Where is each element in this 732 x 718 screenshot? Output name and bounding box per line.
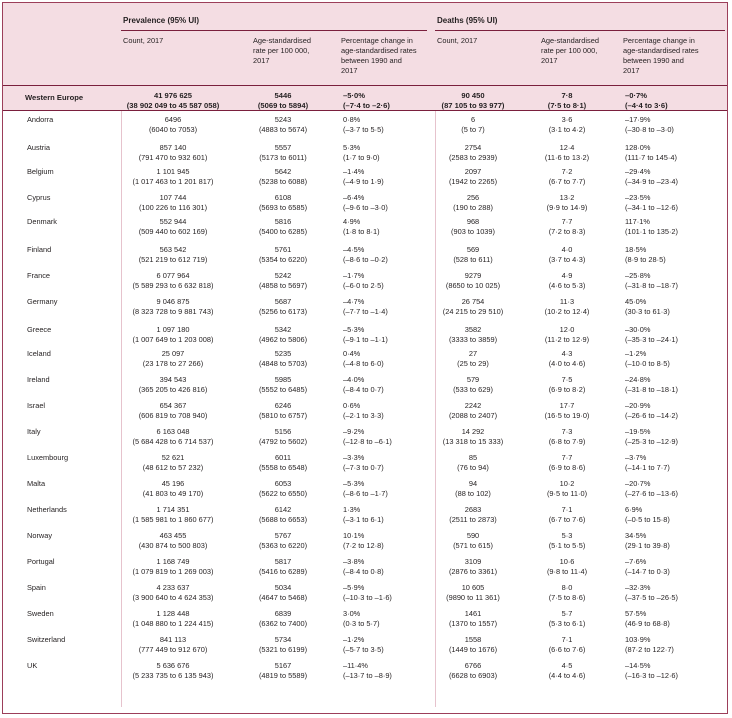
cell-prev-change: 3·0% (0·3 to 5·7) <box>343 609 380 628</box>
cell-death-change: –14·5% (–16·3 to –12·6) <box>625 661 678 680</box>
cell-death-rate: 7·3 (6·8 to 7·9) <box>548 427 586 446</box>
table-row <box>3 609 727 637</box>
cell-prev-count: 563 542 (521 219 to 612 719) <box>138 245 208 264</box>
deaths-divider <box>435 111 436 707</box>
cell-prev-rate: 5167 (4819 to 5589) <box>258 661 308 680</box>
cell-death-rate: 7·7 (7·2 to 8·3) <box>548 217 586 236</box>
table-row <box>3 297 727 325</box>
cell-prev-count: 9 046 875 (8 323 728 to 9 881 743) <box>132 297 214 316</box>
country-name: Italy <box>27 427 41 436</box>
cell-death-change: –23·5% (–34·1 to –12·6) <box>625 193 678 212</box>
cell-prev-count: 841 113 (777 449 to 912 670) <box>138 635 208 654</box>
cell-death-rate: 5·7 (5·3 to 6·1) <box>548 609 586 628</box>
cell-death-change: –24·8% (–31·8 to –18·1) <box>625 375 678 394</box>
cell-death-count: 10 605 (9890 to 11 361) <box>446 583 500 602</box>
cell-death-change: 6·9% (–0·5 to 15·8) <box>625 505 670 524</box>
cell-prev-change: –5·3% (–9·1 to –1·1) <box>343 325 388 344</box>
table-row <box>3 401 727 429</box>
region-prev-change: –5·0% (–7·4 to –2·6) <box>343 91 390 110</box>
col-death-change: Percentage change in age-standardised rates between 1990 and 2017 <box>623 36 699 75</box>
table-row <box>3 115 727 143</box>
country-name: Luxembourg <box>27 453 69 462</box>
cell-death-change: –25·8% (–31·8 to –18·7) <box>625 271 678 290</box>
cell-prev-change: –1·2% (–5·7 to 3·5) <box>343 635 384 654</box>
cell-death-rate: 13·2 (9·9 to 14·9) <box>546 193 588 212</box>
cell-prev-rate: 6053 (5622 to 6550) <box>258 479 308 498</box>
cell-death-change: –3·7% (–14·1 to 7·7) <box>625 453 670 472</box>
cell-death-change: –29·4% (–34·9 to –23·4) <box>625 167 678 186</box>
cell-prev-count: 857 140 (791 470 to 932 601) <box>138 143 208 162</box>
cell-prev-count: 394 543 (365 205 to 426 816) <box>138 375 208 394</box>
cell-prev-change: –9·2% (–12·8 to –6·1) <box>343 427 392 446</box>
cell-death-change: 45·0% (30·3 to 61·3) <box>625 297 670 316</box>
table-row <box>3 453 727 481</box>
cell-prev-rate: 6246 (5810 to 6757) <box>258 401 308 420</box>
country-name: Norway <box>27 531 53 540</box>
cell-death-change: –20·9% (–26·6 to –14·2) <box>625 401 678 420</box>
table-row <box>3 245 727 273</box>
col-prev-change: Percentage change in age-standardised rates between 1990 and 2017 <box>341 36 417 75</box>
country-name: Ireland <box>27 375 50 384</box>
col-death-count: Count, 2017 <box>437 36 478 45</box>
cell-death-count: 579 (533 to 629) <box>453 375 493 394</box>
cell-death-rate: 7·1 (6·7 to 7·6) <box>548 505 586 524</box>
cell-death-rate: 17·7 (16·5 to 19·0) <box>544 401 590 420</box>
cell-prev-rate: 5816 (5400 to 6285) <box>258 217 308 236</box>
cell-prev-change: –4·5% (–8·6 to –0·2) <box>343 245 388 264</box>
cell-prev-change: –6·4% (–9·6 to –3·0) <box>343 193 388 212</box>
cell-death-count: 590 (571 to 615) <box>453 531 493 550</box>
deaths-group-rule <box>435 30 725 31</box>
cell-prev-rate: 5642 (5238 to 6088) <box>258 167 308 186</box>
cell-prev-count: 552 944 (509 440 to 602 169) <box>138 217 208 236</box>
cell-death-rate: 5·3 (5·1 to 5·5) <box>548 531 586 550</box>
table-row <box>3 583 727 611</box>
cell-prev-count: 25 097 (23 178 to 27 266) <box>142 349 204 368</box>
cell-death-change: 34·5% (29·1 to 39·8) <box>625 531 670 550</box>
cell-death-rate: 7·1 (6·6 to 7·6) <box>548 635 586 654</box>
table-row <box>3 531 727 559</box>
cell-prev-count: 1 097 180 (1 007 649 to 1 203 008) <box>132 325 214 344</box>
cell-prev-change: 0·8% (–3·7 to 5·5) <box>343 115 384 134</box>
cell-death-count: 2242 (2088 to 2407) <box>448 401 498 420</box>
cell-death-count: 1558 (1449 to 1676) <box>448 635 498 654</box>
cell-death-count: 2097 (1942 to 2265) <box>448 167 498 186</box>
table-body <box>3 111 727 713</box>
cell-prev-count: 4 233 637 (3 900 640 to 4 624 353) <box>132 583 214 602</box>
country-name: Austria <box>27 143 51 152</box>
cell-prev-change: –5·9% (–10·3 to –1·6) <box>343 583 392 602</box>
cell-prev-rate: 5034 (4647 to 5468) <box>258 583 308 602</box>
prevalence-group-title: Prevalence (95% UI) <box>123 16 200 25</box>
country-name: Israel <box>27 401 46 410</box>
table-row <box>3 271 727 299</box>
table-row <box>3 661 727 689</box>
cell-prev-change: –11·4% (–13·7 to –8·9) <box>343 661 392 680</box>
cell-prev-count: 1 714 351 (1 585 981 to 1 860 677) <box>132 505 214 524</box>
cell-prev-rate: 6142 (5688 to 6653) <box>258 505 308 524</box>
cell-prev-rate: 5342 (4962 to 5806) <box>258 325 308 344</box>
cell-prev-change: 0·6% (–2·1 to 3·3) <box>343 401 384 420</box>
region-name: Western Europe <box>25 93 84 102</box>
cell-prev-change: –4·7% (–7·7 to –1·4) <box>343 297 388 316</box>
country-name: Denmark <box>27 217 57 226</box>
cell-prev-change: 10·1% (7·2 to 12·8) <box>343 531 384 550</box>
cell-prev-rate: 5734 (5321 to 6199) <box>258 635 308 654</box>
cell-death-count: 968 (903 to 1039) <box>451 217 495 236</box>
region-death-rate: 7·8 (7·5 to 8·1) <box>547 91 587 110</box>
cell-prev-count: 6 077 964 (5 589 293 to 6 632 818) <box>132 271 214 290</box>
country-name: Netherlands <box>27 505 67 514</box>
cell-death-count: 26 754 (24 215 to 29 510) <box>442 297 504 316</box>
country-name: Portugal <box>27 557 55 566</box>
cell-death-rate: 12·4 (11·6 to 13·2) <box>544 143 590 162</box>
col-death-rate: Age-standardised rate per 100 000, 2017 <box>541 36 599 65</box>
cell-death-count: 6 (5 to 7) <box>461 115 485 134</box>
cell-death-change: 57·5% (46·9 to 68·8) <box>625 609 670 628</box>
cell-prev-count: 45 196 (41 803 to 49 170) <box>142 479 204 498</box>
country-name: Belgium <box>27 167 54 176</box>
cell-death-rate: 4·0 (3·7 to 4·3) <box>548 245 586 264</box>
prev-divider <box>121 111 122 707</box>
cell-death-count: 94 (88 to 102) <box>455 479 491 498</box>
cell-prev-change: –1·7% (–6·0 to 2·5) <box>343 271 384 290</box>
cell-death-count: 6766 (6628 to 6903) <box>448 661 498 680</box>
cell-prev-change: 4·9% (1·8 to 8·1) <box>343 217 380 236</box>
cell-prev-change: 5·3% (1·7 to 9·0) <box>343 143 380 162</box>
table-row <box>3 479 727 507</box>
cell-death-count: 2754 (2583 to 2939) <box>448 143 498 162</box>
cell-death-rate: 8·0 (7·5 to 8·6) <box>548 583 586 602</box>
cell-prev-change: 1·3% (–3·1 to 6·1) <box>343 505 384 524</box>
country-name: Finland <box>27 245 52 254</box>
cell-prev-rate: 5767 (5363 to 6220) <box>258 531 308 550</box>
cell-prev-count: 52 621 (48 612 to 57 232) <box>142 453 204 472</box>
cell-death-change: –7·6% (–14·7 to 0·3) <box>625 557 670 576</box>
cell-death-count: 9279 (8650 to 10 025) <box>445 271 501 290</box>
country-name: UK <box>27 661 38 670</box>
cell-prev-change: –3·3% (–7·3 to 0·7) <box>343 453 384 472</box>
cell-death-rate: 10·6 (9·8 to 11·4) <box>546 557 588 576</box>
cell-death-change: 18·5% (8·9 to 28·5) <box>625 245 666 264</box>
cell-prev-count: 1 128 448 (1 048 880 to 1 224 415) <box>132 609 214 628</box>
country-name: Andorra <box>27 115 54 124</box>
region-death-change: –0·7% (–4·4 to 3·6) <box>625 91 668 110</box>
table-row <box>3 349 727 377</box>
cell-death-change: 117·1% (101·1 to 135·2) <box>625 217 678 236</box>
data-table <box>2 2 728 714</box>
cell-death-count: 569 (528 to 611) <box>453 245 493 264</box>
cell-prev-rate: 6108 (5693 to 6585) <box>258 193 308 212</box>
cell-death-change: –30·0% (–35·3 to –24·1) <box>625 325 678 344</box>
cell-death-rate: 10·2 (9·5 to 11·0) <box>546 479 588 498</box>
country-name: Malta <box>27 479 46 488</box>
region-prev-count: 41 976 625 (38 902 049 to 45 587 058) <box>126 91 220 110</box>
cell-death-count: 1461 (1370 to 1557) <box>448 609 498 628</box>
country-name: Greece <box>27 325 52 334</box>
cell-death-change: –1·2% (–10·0 to 8·5) <box>625 349 670 368</box>
deaths-group-title: Deaths (95% UI) <box>437 16 498 25</box>
cell-prev-rate: 5817 (5416 to 6289) <box>258 557 308 576</box>
table-row <box>3 375 727 403</box>
table-row <box>3 167 727 195</box>
cell-prev-count: 5 636 676 (5 233 735 to 6 135 943) <box>132 661 214 680</box>
cell-death-change: –19·5% (–25·3 to –12·9) <box>625 427 678 446</box>
cell-death-count: 3582 (3333 to 3859) <box>448 325 498 344</box>
cell-death-count: 2683 (2511 to 2873) <box>449 505 497 524</box>
country-name: France <box>27 271 51 280</box>
col-prev-count: Count, 2017 <box>123 36 164 45</box>
region-prev-rate: 5446 (5069 to 5894) <box>257 91 309 110</box>
prevalence-group-rule <box>121 30 427 31</box>
cell-death-rate: 12·0 (11·2 to 12·9) <box>544 325 590 344</box>
cell-death-count: 3109 (2876 to 3361) <box>448 557 498 576</box>
cell-death-change: 103·9% (87·2 to 122·7) <box>625 635 674 654</box>
table-row <box>3 557 727 585</box>
cell-death-rate: 4·5 (4·4 to 4·6) <box>548 661 586 680</box>
cell-death-change: –32·3% (–37·5 to –26·5) <box>625 583 678 602</box>
country-name: Sweden <box>27 609 54 618</box>
region-row <box>3 85 727 111</box>
table-row <box>3 427 727 455</box>
cell-prev-count: 6496 (6040 to 7053) <box>148 115 198 134</box>
cell-prev-change: –4·0% (–8·4 to 0·7) <box>343 375 384 394</box>
cell-death-rate: 11·3 (10·2 to 12·4) <box>544 297 590 316</box>
cell-prev-change: –1·4% (–4·9 to 1·9) <box>343 167 384 186</box>
cell-prev-rate: 5761 (5354 to 6220) <box>258 245 308 264</box>
cell-prev-change: –5·3% (–8·6 to –1·7) <box>343 479 388 498</box>
cell-death-count: 27 (25 to 29) <box>457 349 489 368</box>
cell-prev-rate: 5687 (5256 to 6173) <box>258 297 308 316</box>
cell-prev-rate: 5557 (5173 to 6011) <box>259 143 307 162</box>
cell-prev-count: 463 455 (430 874 to 500 803) <box>138 531 208 550</box>
country-name: Spain <box>27 583 46 592</box>
cell-prev-count: 6 163 048 (5 684 428 to 6 714 537) <box>132 427 214 446</box>
cell-prev-change: –3·8% (–8·4 to 0·8) <box>343 557 384 576</box>
cell-death-count: 14 292 (13 318 to 15 333) <box>442 427 504 446</box>
country-name: Cyprus <box>27 193 51 202</box>
cell-death-change: –20·7% (–27·6 to –13·6) <box>625 479 678 498</box>
cell-death-rate: 7·5 (6·9 to 8·2) <box>548 375 586 394</box>
cell-death-rate: 3·6 (3·1 to 4·2) <box>548 115 586 134</box>
col-prev-rate: Age-standardised rate per 100 000, 2017 <box>253 36 311 65</box>
cell-death-rate: 7·7 (6·9 to 8·6) <box>548 453 586 472</box>
cell-prev-change: 0·4% (–4·8 to 6·0) <box>343 349 384 368</box>
country-name: Switzerland <box>27 635 66 644</box>
table-row <box>3 505 727 533</box>
cell-prev-rate: 5235 (4848 to 5703) <box>258 349 308 368</box>
cell-death-rate: 4·3 (4·0 to 4·6) <box>548 349 586 368</box>
cell-death-rate: 7·2 (6·7 to 7·7) <box>548 167 586 186</box>
table-row <box>3 217 727 245</box>
country-name: Iceland <box>27 349 51 358</box>
cell-death-count: 85 (76 to 94) <box>457 453 489 472</box>
cell-prev-rate: 5156 (4792 to 5602) <box>258 427 308 446</box>
cell-death-change: 128·0% (111·7 to 145·4) <box>625 143 677 162</box>
cell-prev-rate: 5985 (5552 to 6485) <box>258 375 308 394</box>
cell-death-change: –17·9% (–30·8 to –3·0) <box>625 115 674 134</box>
cell-prev-count: 654 367 (606 819 to 708 940) <box>138 401 208 420</box>
cell-prev-rate: 5243 (4883 to 5674) <box>258 115 308 134</box>
cell-prev-rate: 6839 (6362 to 7400) <box>258 609 308 628</box>
cell-prev-count: 107 744 (100 226 to 116 301) <box>138 193 208 212</box>
table-header <box>3 3 727 85</box>
cell-prev-count: 1 168 749 (1 079 819 to 1 269 003) <box>132 557 214 576</box>
cell-death-rate: 4·9 (4·6 to 5·3) <box>548 271 586 290</box>
country-name: Germany <box>27 297 58 306</box>
cell-death-count: 256 (190 to 288) <box>453 193 493 212</box>
cell-prev-rate: 5242 (4858 to 5697) <box>258 271 308 290</box>
table-row <box>3 635 727 663</box>
region-death-count: 90 450 (87 105 to 93 977) <box>441 91 505 110</box>
cell-prev-rate: 6011 (5558 to 6548) <box>258 453 308 472</box>
cell-prev-count: 1 101 945 (1 017 463 to 1 201 817) <box>132 167 214 186</box>
